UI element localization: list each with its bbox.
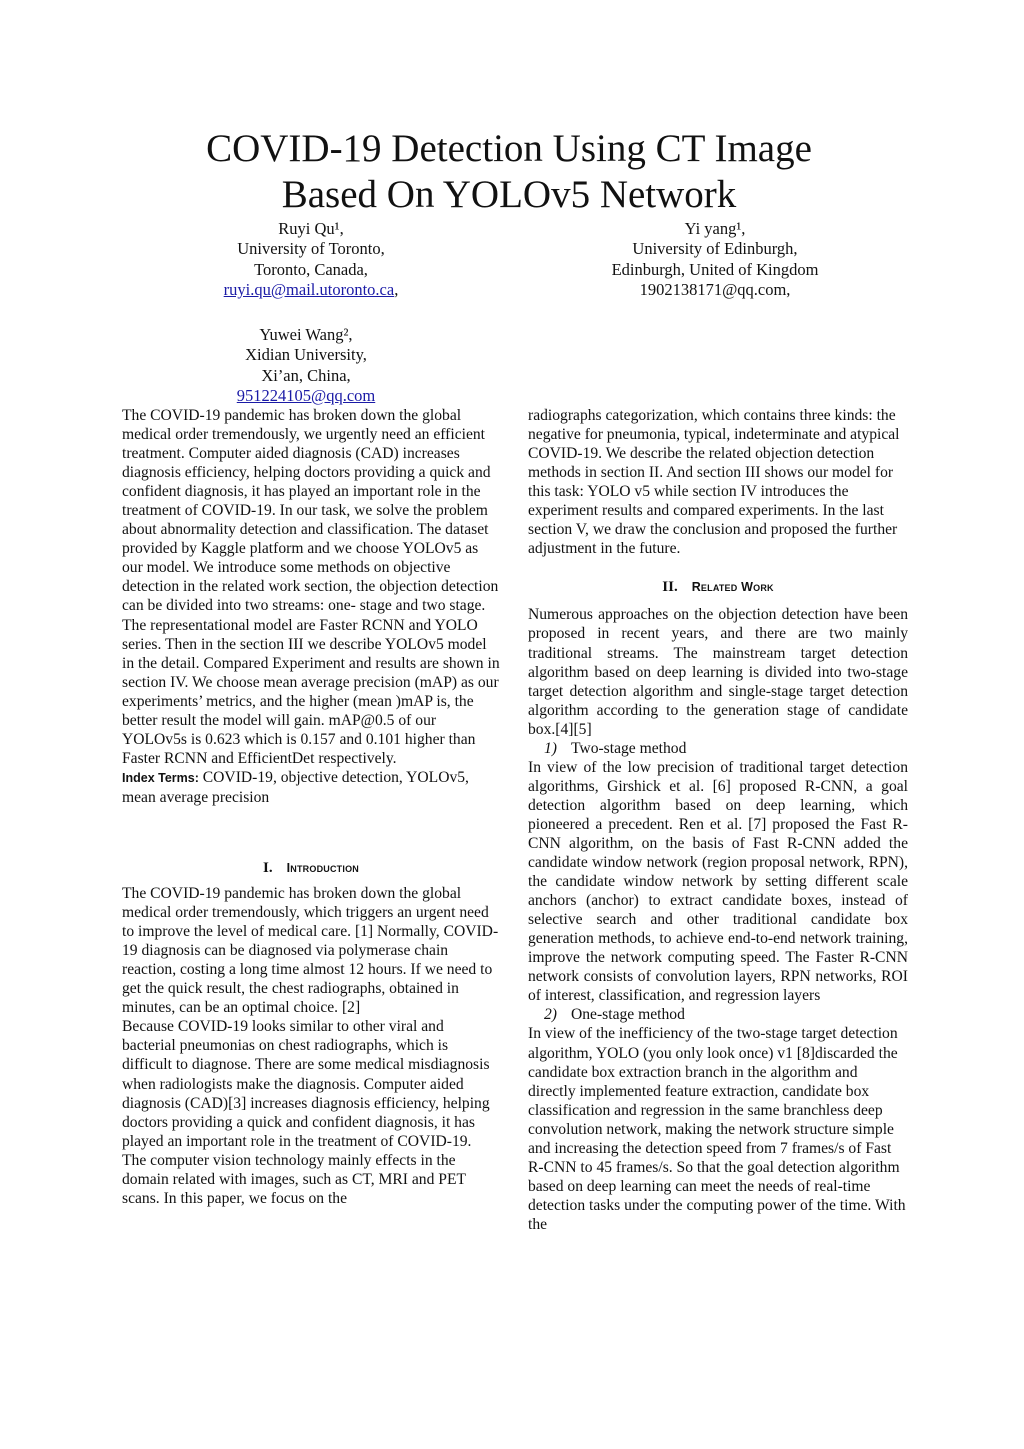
author-email-line	[203, 386, 409, 406]
section-number: II.	[662, 579, 678, 596]
subsection-title: One-stage method	[571, 1006, 685, 1024]
author-location: Toronto, Canada,	[254, 259, 368, 279]
subsection-heading-one-stage	[528, 1005, 908, 1024]
index-terms	[122, 768, 500, 807]
paper-title-line-1: COVID-19 Detection Using CT Image	[206, 127, 812, 170]
intro-paragraph: The computer vision technology mainly effects in the domain related with images, such as CT, MRI and PET scans. In this paper, we focus on the	[122, 1151, 466, 1207]
right-column	[528, 406, 908, 1234]
related-work-intro: Numerous approaches on the objection detection have been proposed in recent years, and there are two mainly traditional streams. The mainstream target detection algorithm based on deep learning is divided into two-stage target detection algorithm and single-stage target detection algorithm according to the generation stage of candidate box.[4][5]	[528, 606, 908, 738]
section-number: I.	[263, 859, 273, 876]
author-email-link[interactable]: 951224105@qq.com	[236, 385, 376, 405]
paper-title	[0, 126, 1018, 218]
author-block-2	[575, 219, 855, 300]
intro-paragraph: The COVID-19 pandemic has broken down the global medical order tremendously, which triggers an urgent need to improve the level of medical care. [1] Normally, COVID-19 diagnosis can be diagnosed via polymerase chain reaction, costing a long time almost 12 hours. If we need to get the quick result, the chest radiographs, obtained in minutes, can be an optimal choice. [2]	[122, 885, 499, 1017]
intro-continuation: radiographs categorization, which contains three kinds: the negative for pneumonia, typical, indeterminate and atypical COVID-19. We describe the related objection detection methods in section II. And section III shows our model for this task: YOLO v5 while section IV introduces the experiment results and compared experiments. In the last section V, we draw the conclusion and proposed the further adjustment in the future.	[528, 407, 900, 558]
author-email-line	[196, 280, 426, 300]
section-heading-introduction	[122, 859, 500, 878]
author-location: Xi’an, China,	[261, 365, 351, 385]
author-email: 1902138171@qq.com,	[639, 279, 791, 299]
author-name: Yi yang¹,	[684, 219, 746, 238]
subsection-number: 2)	[544, 1006, 557, 1024]
author-name: Yuwei Wang²,	[259, 325, 353, 344]
author-email-suffix: ,	[394, 279, 399, 299]
section-heading-related-work	[528, 578, 908, 597]
author-email-link[interactable]: ruyi.qu@mail.utoronto.ca	[223, 279, 395, 299]
author-name: Ruyi Qu¹,	[278, 219, 344, 238]
section-title: Related Work	[691, 580, 774, 595]
abstract: The COVID-19 pandemic has broken down the global medical order tremendously, we urgently need an efficient treatment. Computer aided diagnosis (CAD) increases diagnosis efficiency, helping doctors providing a quick and confident diagnosis, it has played an important role in the treatment of COVID-19. In our task, we solve the problem about abnormality detection and classification. The dataset provided by Kaggle platform and we choose YOLOv5 as our model. We introduce some methods on objective detection in the related work section, the objection detection can be divided into two streams: one- stage and two stage. The representational model are Faster RCNN and YOLO series. Then in the section III we describe YOLOv5 model in the detail. Compared Experiment and results are shown in section IV. We choose mean average precision (mAP) as our experiments’ metrics, and the higher (mean )mAP is, the better result the model will gain. mAP@0.5 of our YOLOv5s is 0.623 which is 0.157 and 0.101 higher than Faster RCNN and EfficientDet respectively.	[122, 407, 500, 767]
index-terms-label: Index Terms:	[122, 770, 199, 785]
author-block-1	[196, 219, 426, 300]
author-block-3	[203, 325, 409, 406]
one-stage-paragraph: In view of the inefficiency of the two-stage target detection algorithm, YOLO (you only look once) v1 [8]discarded the candidate box extraction branch in the algorithm and directly implemented feature extraction, candidate box classification and regression in the same branchless deep convolution network, making the network structure simple and increasing the detection speed from 7 frames/s of Fast R-CNN to 45 frames/s. So that the goal detection algorithm based on deep learning can meet the needs of real-time detection tasks under the computing power of the time. With the	[528, 1025, 906, 1233]
section-title: Introduction	[286, 860, 359, 875]
subsection-number: 1)	[544, 739, 557, 757]
author-affiliation: Xidian University,	[245, 345, 367, 365]
subsection-title: Two-stage method	[571, 739, 687, 757]
author-affiliation: University of Edinburgh,	[632, 239, 798, 259]
two-stage-paragraph: In view of the low precision of traditional target detection algorithms, Girshick et al. [6] proposed R-CNN, a goal detection algorithm based on deep learning, which pioneered a precedent. Ren et al. [7] proposed the Fast R-CNN algorithm, on the basis of Fast R-CNN added the candidate window network (region proposal network, RPN), the candidate window network by setting different scale anchors (anchor) to extract candidate boxes, instead of selective search and other traditional candidate box generation methods, to achieve end-to-end network training, improve the network computing speed. The Faster R-CNN network consists of convolution layers, RPN networks, ROI of interest, classification, and regression layers	[528, 758, 908, 1005]
index-terms-text: COVID-19, objective detection, YOLOv5, mean average precision	[122, 768, 469, 806]
subsection-heading-two-stage	[528, 739, 908, 758]
left-column	[122, 406, 500, 1208]
author-affiliation: University of Toronto,	[237, 239, 385, 259]
paper-title-line-2: Based On YOLOv5 Network	[281, 173, 737, 216]
intro-paragraph: Because COVID-19 looks similar to other viral and bacterial pneumonias on chest radiographs, which is difficult to diagnose. There are some medical misdiagnosis when radiologists make the diagnosis. Computer aided diagnosis (CAD)[3] increases diagnosis efficiency, helping doctors providing a quick and confident diagnosis, it has played an important role in the treatment of COVID-19.	[122, 1018, 490, 1150]
author-location: Edinburgh, United of Kingdom	[611, 259, 819, 279]
